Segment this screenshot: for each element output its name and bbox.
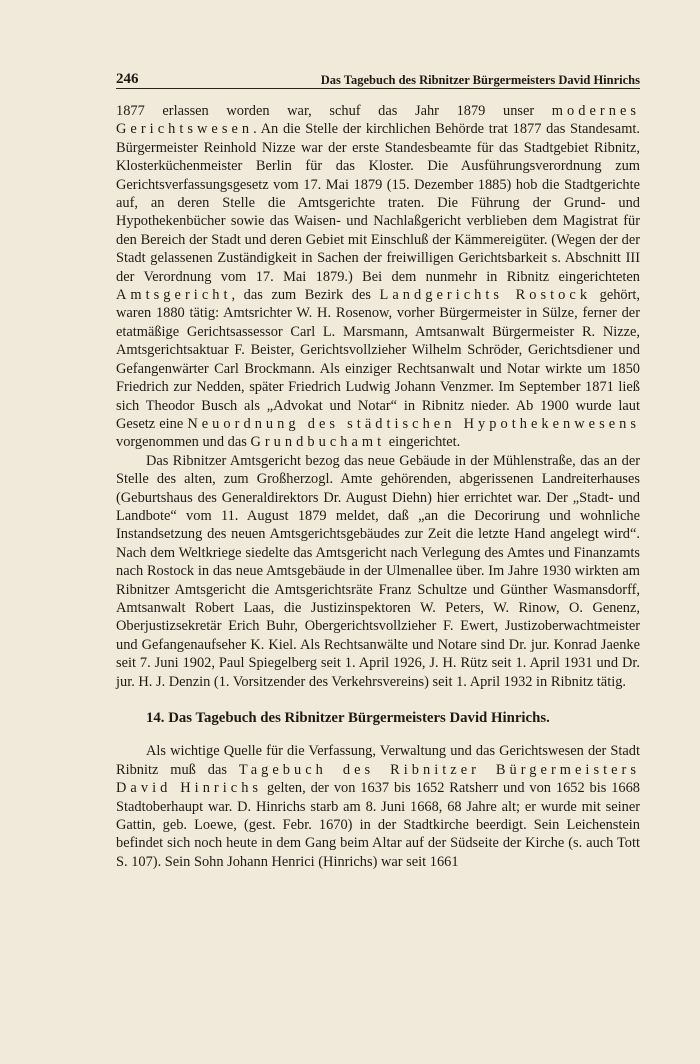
p1-text-4: gehört, waren 1880 tätig: Amtsrichter W. H. Rosenow, vorher Bürgermeister in Sülze, ferner der etatmäßige Gerichtsassessor Carl L. Marsmann, Amtsanwalt Bürgermeister R. Nizze, Amtsgerichtsaktuar F. Beister, Gerichtsvollzieher Wilhelm Schröder, Gerichtsdiener und Gefangenwärter Carl Brockmann. Als einziger Rechtsanwalt und Notar wirkte um 1850 Friedrich zur Nedden, später Friedrich Ludwig Johann Venzmer. Im September 1871 ließ sich Theodor Busch als „Advokat und Notar“ in Ribnitz nieder. Ab 1900 wurde laut Gesetz eine <box>116 287 641 432</box>
p1-spaced-3: Landgerichts Rostock <box>379 287 592 304</box>
p1-text-6: eingerichtet. <box>385 434 461 451</box>
p1-spaced-2: Amtsgericht <box>116 287 232 304</box>
page-header <box>116 66 640 88</box>
p1-text-5: vorgenommen und das <box>116 434 251 451</box>
p1-spaced-5: Grundbuchamt <box>250 434 386 451</box>
p1-spaced-1: modernes Gerichtswesen <box>116 103 640 138</box>
paragraph-3 <box>116 742 640 871</box>
p1-text-3: , das zum Bezirk des <box>231 287 380 304</box>
paragraph-1 <box>116 102 640 452</box>
p3-text-1: Als wichtige Quelle für die Verfassung, Verwaltung und das Gerichtswesen der Stadt Ribnitz muß das <box>116 743 640 778</box>
p1-text-1: 1877 erlassen worden war, schuf das Jahr 1879 unser <box>116 103 552 119</box>
page-number: 246 <box>116 71 139 87</box>
p1-spaced-4: Neuordnung des städtischen Hypothekenwesens <box>187 415 640 432</box>
paragraph-2: Das Ribnitzer Amtsgericht bezog das neue Gebäude in der Mühlenstraße, das an der Stelle des alten, zum Großherzogl. Amte gehörenden, abgerissenen Landreiterhauses (Geburtshaus des Generaldirektors Dr. August Diehn) hier errichtet war. Der „Stadt- und Landbote“ vom 11. August 1879 meldet, daß „an die Decorirung und wohnliche Instandsetzung des neuen Amtsgerichtsgebäudes zur Zeit die letzte Hand angelegt wird“. Nach dem Weltkriege siedelte das Amtsgericht nach Verlegung des Amtes und Finanzamts nach Rostock in das neue Amtsgebäude in der Ulmenallee über. Im Jahre 1930 wirkten am Ribnitzer Amtsgericht die Amtsgerichtsräte Franz Schultze und Günther Wasmansdorff, Amtsanwalt Robert Laas, die Justizinspektoren W. Peters, W. Rinow, O. Genenz, Oberjustizsekretär Erich Buhr, Obergerichtsvollzieher F. Ewert, Justizoberwachtmeister und Gefangenaufseher K. Kiel. Als Rechtsanwälte und Notare sind Dr. jur. Konrad Jaenke seit 7. Juni 1902, Paul Spiegelberg seit 1. April 1926, J. H. Rütz seit 1. April 1931 und Dr. jur. H. J. Denzin (1. Vorsitzender des Verkehrsvereins) seit 1. April 1932 in Ribnitz tätig. <box>116 452 640 690</box>
p1-text-2: . An die Stelle der kirchlichen Behörde trat 1877 das Standesamt. Bürgermeister Reinhold Nizze war der erste Standesbeamte für das Stadtgebiet Ribnitz, Klosterküchenmeister Berlin für das Kloster. Die Ausführungsverordnung zum Gerichtsverfassungsgesetz vom 17. Mai 1879 (15. Dezember 1885) hob die Stadtgerichte auf, an deren Stelle die Amtsgerichte traten. Die Führung der Grund- und Hypothekenbücher sowie das Waisen- und Nachlaßgericht verblieben dem Magistrat für den Bereich der Stadt und deren Gebiet mit Einschluß der Kämmereigüter. (Wegen der der Stadt gelassenen Zuständigkeit in Sachen der freiwilligen Gerichtsbarkeit s. Abschnitt III der Verordnung vom 17. Mai 1879.) Bei dem nunmehr in Ribnitz eingerichteten <box>116 121 640 285</box>
section-heading: 14. Das Tagebuch des Ribnitzer Bürgermeisters David Hinrichs. <box>146 710 550 726</box>
header-rule <box>116 88 640 89</box>
p3-spaced-1: Tagebuch des Ribnitzer Bürgermeisters David Hinrichs <box>116 761 640 797</box>
main-text <box>116 102 640 871</box>
running-title: Das Tagebuch des Ribnitzer Bürgermeisters David Hinrichs <box>320 73 640 87</box>
p3-text-2: gelten, der von 1637 bis 1652 Ratsherr und von 1652 bis 1668 Stadtoberhaupt war. D. Hinrichs starb am 8. Juni 1668, 68 Jahre alt; er wurde mit seiner Gattin, geb. Loewe, (gest. Febr. 1670) in der Stadtkirche beerdigt. Sein Leichenstein befindet sich noch heute in dem Gang beim Altar auf der Südseite der Kirche (s. auch Tott S. 107). Sein Sohn Johann Henrici (Hinrichs) war seit 1661 <box>116 780 640 870</box>
